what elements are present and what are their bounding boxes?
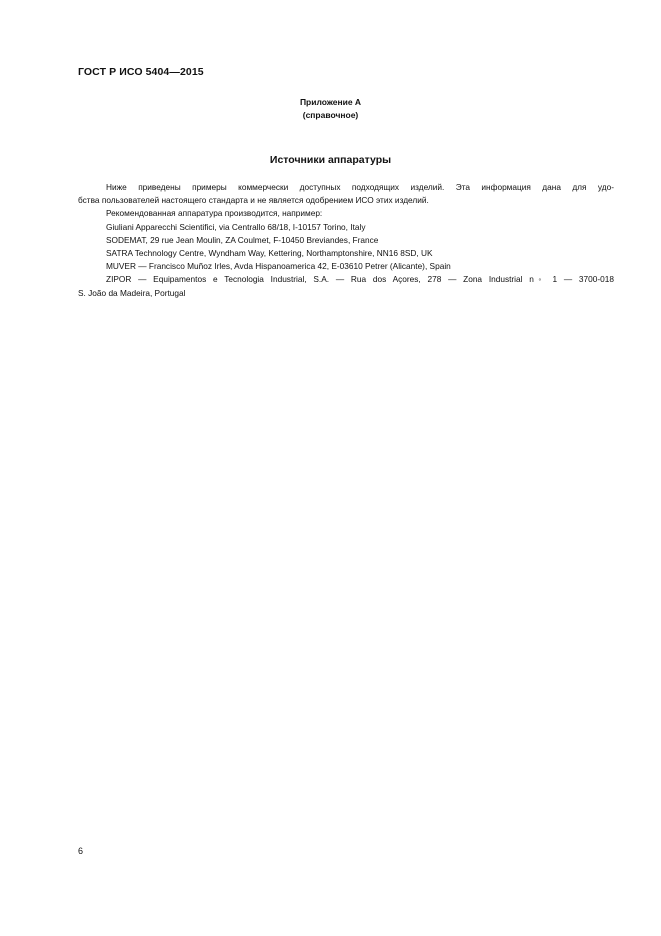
source-item: [78, 260, 614, 273]
intro-line-2: бства пользователей настоящего стандарта и не является одобрением ИСО этих изделий.: [78, 195, 429, 206]
page-number: 6: [78, 846, 84, 856]
source-satra: SATRA Technology Centre, Wyndham Way, Kettering, Northamptonshire, NN16 8SD, UK: [106, 248, 433, 259]
source-zipor-line-2: S. João da Madeira, Portugal: [78, 287, 186, 298]
source-giuliani: Giuliani Apparecchi Scientifici, via Centrallo 68/18, I-10157 Torino, Italy: [106, 221, 366, 232]
recommended-text: Рекомендованная аппаратура производится, например:: [106, 208, 323, 219]
intro-line-1: Ниже приведены примеры коммерчески доступных подходящих изделий. Эта информация дана для удо-: [106, 182, 614, 192]
annex-title: Источники аппаратуры: [269, 154, 392, 166]
source-muver: MUVER — Francisco Muñoz Irles, Avda Hispanoamerica 42, E-03610 Petrer (Alicante), Spain: [106, 261, 451, 272]
source-item: [78, 221, 614, 234]
annex-heading: [0, 96, 661, 122]
recommended-paragraph: [78, 207, 614, 220]
annex-type: (справочное): [302, 110, 359, 120]
annex-body: [78, 181, 614, 300]
source-item: [78, 234, 614, 247]
intro-paragraph: [78, 181, 614, 207]
source-item: [78, 247, 614, 260]
source-zipor-line-1: ZIPOR — Equipamentos e Tecnologia Industrial, S.A. — Rua dos Açores, 278 — Zona Industrial n◦ 1 — 3700-018: [106, 274, 614, 285]
source-item-zipor: [78, 273, 614, 299]
standard-header: ГОСТ Р ИСО 5404—2015: [78, 66, 204, 78]
annex-label: Приложение А: [299, 97, 362, 107]
source-sodemat: SODEMAT, 29 rue Jean Moulin, ZA Coulmet, F-10450 Breviandes, France: [106, 234, 379, 245]
